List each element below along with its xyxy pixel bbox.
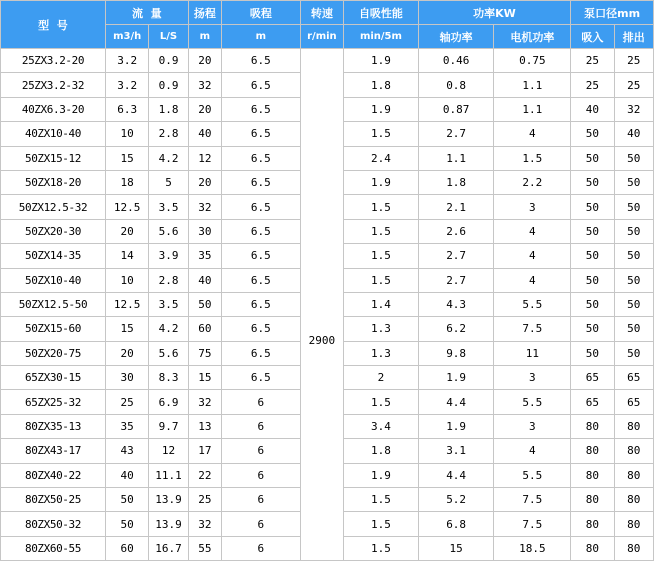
cell-model: 50ZX14-35	[1, 244, 105, 267]
cell-selfprime: 2.4	[344, 147, 418, 170]
cell-port-in: 50	[571, 122, 613, 145]
cell-shaft-power: 0.8	[419, 73, 494, 96]
header-port: 泵口径mm	[571, 1, 653, 24]
cell-shaft-power: 4.3	[419, 293, 494, 316]
cell-shaft-power: 0.46	[419, 49, 494, 72]
cell-flow-m3h: 35	[106, 415, 148, 438]
header-head-unit: m	[189, 25, 221, 48]
cell-selfprime: 1.8	[344, 73, 418, 96]
cell-port-out: 65	[615, 366, 653, 389]
cell-port-out: 25	[615, 73, 653, 96]
cell-selfprime: 1.5	[344, 122, 418, 145]
cell-port-out: 80	[615, 464, 653, 487]
cell-shaft-power: 2.7	[419, 244, 494, 267]
table-row	[1, 49, 653, 72]
header-row-top	[1, 1, 653, 24]
cell-flow-ls: 3.5	[149, 195, 187, 218]
cell-suction: 6	[222, 390, 300, 413]
cell-flow-m3h: 10	[106, 269, 148, 292]
cell-flow-ls: 0.9	[149, 49, 187, 72]
cell-shaft-power: 4.4	[419, 464, 494, 487]
header-speed-unit: r/min	[301, 25, 343, 48]
cell-port-out: 50	[615, 195, 653, 218]
header-suction-unit: m	[222, 25, 300, 48]
cell-selfprime: 2	[344, 366, 418, 389]
header-flow-unit-m3h: m3/h	[106, 25, 148, 48]
cell-port-in: 65	[571, 366, 613, 389]
cell-port-in: 25	[571, 73, 613, 96]
cell-head: 30	[189, 220, 221, 243]
cell-motor-power: 18.5	[494, 537, 570, 560]
cell-head: 32	[189, 73, 221, 96]
cell-port-out: 50	[615, 171, 653, 194]
cell-model: 50ZX12.5-50	[1, 293, 105, 316]
cell-flow-m3h: 3.2	[106, 49, 148, 72]
cell-motor-power: 1.1	[494, 73, 570, 96]
cell-head: 60	[189, 317, 221, 340]
cell-motor-power: 7.5	[494, 317, 570, 340]
cell-selfprime: 1.5	[344, 244, 418, 267]
cell-flow-m3h: 10	[106, 122, 148, 145]
cell-port-in: 80	[571, 488, 613, 511]
cell-port-in: 40	[571, 98, 613, 121]
header-head: 扬程	[189, 1, 221, 24]
cell-suction: 6.5	[222, 73, 300, 96]
cell-shaft-power: 5.2	[419, 488, 494, 511]
cell-model: 80ZX35-13	[1, 415, 105, 438]
cell-model: 40ZX10-40	[1, 122, 105, 145]
cell-port-out: 80	[615, 537, 653, 560]
cell-shaft-power: 9.8	[419, 342, 494, 365]
cell-shaft-power: 3.1	[419, 439, 494, 462]
cell-port-out: 50	[615, 293, 653, 316]
cell-shaft-power: 6.2	[419, 317, 494, 340]
cell-suction: 6.5	[222, 220, 300, 243]
cell-motor-power: 7.5	[494, 512, 570, 535]
cell-head: 13	[189, 415, 221, 438]
cell-selfprime: 1.5	[344, 390, 418, 413]
cell-shaft-power: 2.7	[419, 122, 494, 145]
cell-motor-power: 7.5	[494, 488, 570, 511]
cell-port-out: 32	[615, 98, 653, 121]
cell-motor-power: 5.5	[494, 464, 570, 487]
cell-motor-power: 5.5	[494, 390, 570, 413]
cell-flow-ls: 5.6	[149, 220, 187, 243]
cell-port-in: 25	[571, 49, 613, 72]
cell-port-out: 40	[615, 122, 653, 145]
cell-selfprime: 1.4	[344, 293, 418, 316]
cell-flow-ls: 2.8	[149, 269, 187, 292]
cell-selfprime: 1.8	[344, 439, 418, 462]
cell-suction: 6.5	[222, 195, 300, 218]
cell-head: 35	[189, 244, 221, 267]
cell-port-in: 50	[571, 342, 613, 365]
cell-head: 12	[189, 147, 221, 170]
cell-port-out: 65	[615, 390, 653, 413]
cell-flow-m3h: 25	[106, 390, 148, 413]
cell-model: 80ZX50-25	[1, 488, 105, 511]
cell-model: 80ZX60-55	[1, 537, 105, 560]
cell-flow-ls: 9.7	[149, 415, 187, 438]
header-port-in: 吸入	[571, 25, 613, 48]
cell-flow-ls: 12	[149, 439, 187, 462]
cell-port-out: 50	[615, 220, 653, 243]
cell-suction: 6	[222, 415, 300, 438]
cell-flow-ls: 1.8	[149, 98, 187, 121]
cell-selfprime: 1.3	[344, 342, 418, 365]
cell-flow-m3h: 20	[106, 342, 148, 365]
cell-suction: 6.5	[222, 122, 300, 145]
cell-flow-ls: 5.6	[149, 342, 187, 365]
cell-shaft-power: 1.9	[419, 366, 494, 389]
cell-motor-power: 1.1	[494, 98, 570, 121]
cell-head: 32	[189, 390, 221, 413]
cell-selfprime: 1.5	[344, 269, 418, 292]
cell-model: 65ZX30-15	[1, 366, 105, 389]
cell-model: 25ZX3.2-20	[1, 49, 105, 72]
cell-flow-m3h: 12.5	[106, 293, 148, 316]
cell-speed: 2900	[301, 49, 343, 560]
cell-port-out: 25	[615, 49, 653, 72]
cell-motor-power: 3	[494, 366, 570, 389]
cell-flow-m3h: 15	[106, 147, 148, 170]
cell-model: 80ZX43-17	[1, 439, 105, 462]
header-speed: 转速	[301, 1, 343, 24]
cell-selfprime: 1.9	[344, 464, 418, 487]
cell-port-in: 50	[571, 317, 613, 340]
cell-port-out: 50	[615, 147, 653, 170]
header-suction: 吸程	[222, 1, 300, 24]
cell-port-in: 50	[571, 171, 613, 194]
cell-flow-ls: 3.9	[149, 244, 187, 267]
cell-shaft-power: 1.9	[419, 415, 494, 438]
cell-flow-ls: 13.9	[149, 488, 187, 511]
cell-model: 25ZX3.2-32	[1, 73, 105, 96]
cell-flow-m3h: 50	[106, 488, 148, 511]
cell-model: 50ZX20-75	[1, 342, 105, 365]
cell-flow-ls: 4.2	[149, 147, 187, 170]
cell-shaft-power: 4.4	[419, 390, 494, 413]
cell-flow-ls: 3.5	[149, 293, 187, 316]
cell-model: 50ZX15-12	[1, 147, 105, 170]
cell-flow-ls: 5	[149, 171, 187, 194]
cell-port-out: 80	[615, 488, 653, 511]
header-motor-power: 电机功率	[494, 25, 570, 48]
cell-selfprime: 1.3	[344, 317, 418, 340]
cell-flow-ls: 11.1	[149, 464, 187, 487]
cell-motor-power: 4	[494, 122, 570, 145]
cell-flow-m3h: 12.5	[106, 195, 148, 218]
cell-motor-power: 3	[494, 195, 570, 218]
cell-selfprime: 3.4	[344, 415, 418, 438]
cell-flow-ls: 4.2	[149, 317, 187, 340]
cell-head: 20	[189, 98, 221, 121]
cell-motor-power: 2.2	[494, 171, 570, 194]
header-shaft-power: 轴功率	[419, 25, 494, 48]
cell-head: 32	[189, 195, 221, 218]
cell-head: 50	[189, 293, 221, 316]
header-power: 功率KW	[419, 1, 570, 24]
cell-flow-ls: 6.9	[149, 390, 187, 413]
cell-selfprime: 1.9	[344, 98, 418, 121]
cell-flow-m3h: 6.3	[106, 98, 148, 121]
cell-shaft-power: 6.8	[419, 512, 494, 535]
cell-suction: 6	[222, 464, 300, 487]
cell-selfprime: 1.5	[344, 537, 418, 560]
cell-port-in: 50	[571, 293, 613, 316]
cell-suction: 6	[222, 512, 300, 535]
cell-motor-power: 4	[494, 220, 570, 243]
table-body	[1, 49, 653, 560]
cell-model: 80ZX40-22	[1, 464, 105, 487]
cell-flow-m3h: 40	[106, 464, 148, 487]
cell-port-in: 50	[571, 195, 613, 218]
cell-suction: 6.5	[222, 342, 300, 365]
cell-motor-power: 11	[494, 342, 570, 365]
cell-selfprime: 1.9	[344, 171, 418, 194]
cell-motor-power: 0.75	[494, 49, 570, 72]
cell-selfprime: 1.5	[344, 195, 418, 218]
header-selfprime: 自吸性能	[344, 1, 418, 24]
cell-port-in: 80	[571, 537, 613, 560]
cell-flow-m3h: 20	[106, 220, 148, 243]
header-flow: 流 量	[106, 1, 188, 24]
cell-head: 25	[189, 488, 221, 511]
cell-suction: 6	[222, 439, 300, 462]
cell-model: 50ZX15-60	[1, 317, 105, 340]
cell-model: 65ZX25-32	[1, 390, 105, 413]
cell-port-in: 65	[571, 390, 613, 413]
cell-suction: 6.5	[222, 293, 300, 316]
cell-motor-power: 4	[494, 439, 570, 462]
cell-flow-m3h: 50	[106, 512, 148, 535]
cell-flow-ls: 8.3	[149, 366, 187, 389]
header-port-out: 排出	[615, 25, 653, 48]
cell-flow-m3h: 15	[106, 317, 148, 340]
header-selfprime-unit: min/5m	[344, 25, 418, 48]
cell-port-in: 50	[571, 244, 613, 267]
cell-port-in: 80	[571, 415, 613, 438]
cell-model: 50ZX12.5-32	[1, 195, 105, 218]
cell-flow-ls: 13.9	[149, 512, 187, 535]
cell-head: 15	[189, 366, 221, 389]
cell-flow-ls: 2.8	[149, 122, 187, 145]
cell-port-out: 50	[615, 342, 653, 365]
cell-port-out: 50	[615, 244, 653, 267]
cell-selfprime: 1.5	[344, 488, 418, 511]
cell-motor-power: 5.5	[494, 293, 570, 316]
cell-flow-ls: 16.7	[149, 537, 187, 560]
cell-port-in: 50	[571, 220, 613, 243]
header-flow-unit-ls: L/S	[149, 25, 187, 48]
cell-head: 32	[189, 512, 221, 535]
cell-shaft-power: 2.6	[419, 220, 494, 243]
cell-port-out: 80	[615, 512, 653, 535]
cell-head: 40	[189, 122, 221, 145]
cell-motor-power: 1.5	[494, 147, 570, 170]
cell-head: 20	[189, 171, 221, 194]
cell-port-in: 80	[571, 439, 613, 462]
cell-suction: 6	[222, 488, 300, 511]
cell-model: 50ZX20-30	[1, 220, 105, 243]
cell-head: 22	[189, 464, 221, 487]
cell-flow-m3h: 14	[106, 244, 148, 267]
cell-model: 80ZX50-32	[1, 512, 105, 535]
cell-head: 20	[189, 49, 221, 72]
cell-flow-ls: 0.9	[149, 73, 187, 96]
cell-head: 17	[189, 439, 221, 462]
cell-suction: 6.5	[222, 317, 300, 340]
cell-port-in: 50	[571, 147, 613, 170]
cell-head: 40	[189, 269, 221, 292]
table-header	[1, 1, 653, 48]
cell-shaft-power: 0.87	[419, 98, 494, 121]
cell-shaft-power: 2.7	[419, 269, 494, 292]
cell-suction: 6.5	[222, 171, 300, 194]
cell-head: 75	[189, 342, 221, 365]
cell-suction: 6.5	[222, 49, 300, 72]
cell-flow-m3h: 60	[106, 537, 148, 560]
cell-shaft-power: 1.8	[419, 171, 494, 194]
cell-motor-power: 4	[494, 269, 570, 292]
cell-motor-power: 3	[494, 415, 570, 438]
cell-model: 40ZX6.3-20	[1, 98, 105, 121]
cell-port-out: 50	[615, 269, 653, 292]
cell-port-in: 50	[571, 269, 613, 292]
cell-flow-m3h: 43	[106, 439, 148, 462]
cell-shaft-power: 15	[419, 537, 494, 560]
cell-suction: 6.5	[222, 244, 300, 267]
cell-selfprime: 1.5	[344, 512, 418, 535]
cell-motor-power: 4	[494, 244, 570, 267]
cell-flow-m3h: 3.2	[106, 73, 148, 96]
cell-selfprime: 1.5	[344, 220, 418, 243]
cell-port-in: 80	[571, 464, 613, 487]
cell-flow-m3h: 18	[106, 171, 148, 194]
cell-flow-m3h: 30	[106, 366, 148, 389]
cell-shaft-power: 2.1	[419, 195, 494, 218]
cell-port-out: 50	[615, 317, 653, 340]
cell-port-out: 80	[615, 415, 653, 438]
cell-port-out: 80	[615, 439, 653, 462]
cell-suction: 6.5	[222, 98, 300, 121]
cell-suction: 6	[222, 537, 300, 560]
cell-port-in: 80	[571, 512, 613, 535]
cell-suction: 6.5	[222, 269, 300, 292]
header-model: 型 号	[1, 1, 105, 48]
cell-suction: 6.5	[222, 147, 300, 170]
cell-model: 50ZX18-20	[1, 171, 105, 194]
cell-selfprime: 1.9	[344, 49, 418, 72]
cell-suction: 6.5	[222, 366, 300, 389]
cell-shaft-power: 1.1	[419, 147, 494, 170]
cell-head: 55	[189, 537, 221, 560]
cell-model: 50ZX10-40	[1, 269, 105, 292]
